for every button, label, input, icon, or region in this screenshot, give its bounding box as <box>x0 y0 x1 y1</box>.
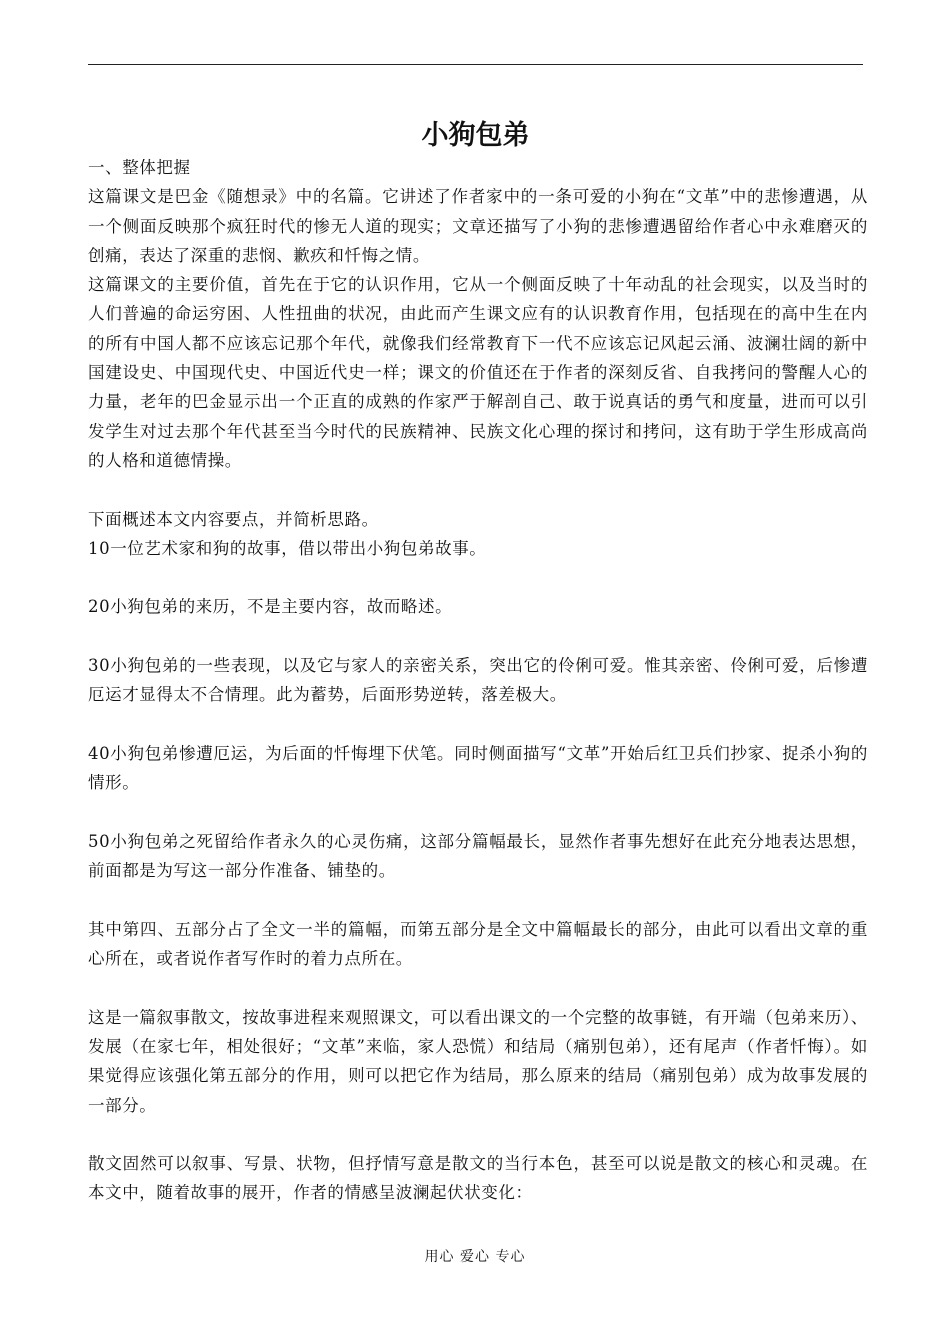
header-rule <box>88 64 863 65</box>
paragraph-value: 这篇课文的主要价值，首先在于它的认识作用，它从一个侧面反映了十年动乱的社会现实，以及当时的人们普遍的命运穷困、人性扭曲的状况，由此而产生课文应有的认识教育作用，包括现在的高中生在内的所有中国人都不应该忘记那个年代，就像我们经常教育下一代不应该忘记风起云涌、波澜壮阔的新中国建设史、中国现代史、中国近代史一样；课文的价值还在于作者的深刻反省、自我拷问的警醒人心的力量，老年的巴金显示出一个正直的成熟的作家严于解剖自己、敢于说真话的勇气和度量，进而可以引发学生对过去那个年代甚至当今时代的民族精神、民族文化心理的探讨和拷问，这有助于学生形成高尚的人格和道德情操。 <box>88 275 868 470</box>
section-heading: 一、整体把握 <box>88 158 191 177</box>
outline-point-2: 20小狗包弟的来历，不是主要内容，故而略述。 <box>88 597 453 617</box>
outline-point-4: 40小狗包弟惨遭厄运，为后面的忏悔埋下伏笔。同时侧面描写“文革”开始后红卫兵们抄家、捉杀小狗的情形。 <box>88 743 868 793</box>
paragraph-lyricism: 散文固然可以叙事、写景、状物，但抒情写意是散文的当行本色，甚至可以说是散文的核心和灵魂。在本文中，随着故事的展开，作者的情感呈波澜起伏状变化： <box>88 1154 868 1203</box>
paragraph-overview: 这篇课文是巴金《随想录》中的名篇。它讲述了作者家中的一条可爱的小狗在“文革”中的悲惨遭遇，从一个侧面反映那个疯狂时代的惨无人道的现实；文章还描写了小狗的悲惨遭遇留给作者心中永难磨灭的创痛，表达了深重的悲悯、歉疚和忏悔之情。 <box>88 187 868 265</box>
paragraph-narrative-structure: 这是一篇叙事散文，按故事进程来观照课文，可以看出课文的一个完整的故事链，有开端（包弟来历）、发展（在家七年，相处很好；“文革”来临，家人恐慌）和结局（痛别包弟），还有尾声（作者忏悔）。如果觉得应该强化第五部分的作用，则可以把它作为结局，那么原来的结局（痛别包弟）成为故事发展的一部分。 <box>88 1007 868 1115</box>
document-body <box>88 153 868 1208</box>
outline-point-1: 10一位艺术家和狗的故事，借以带出小狗包弟故事。 <box>88 538 487 558</box>
outline-point-5: 50小狗包弟之死留给作者永久的心灵伤痛，这部分篇幅最长，显然作者事先想好在此充分地表达思想，前面都是为写这一部分作准备、铺垫的。 <box>88 831 868 881</box>
paragraph-emphasis: 其中第四、五部分占了全文一半的篇幅，而第五部分是全文中篇幅最长的部分，由此可以看出文章的重心所在，或者说作者写作时的着力点所在。 <box>88 919 868 969</box>
outline-point-3: 30小狗包弟的一些表现，以及它与家人的亲密关系，突出它的伶俐可爱。惟其亲密、伶俐可爱，后惨遭厄运才显得太不合情理。此为蓄势，后面形势逆转，落差极大。 <box>88 656 868 705</box>
paragraph-outline-intro: 下面概述本文内容要点，并简析思路。 <box>88 509 379 529</box>
page-footer: 用心 爱心 专心 <box>424 1249 526 1265</box>
document-title: 小狗包弟 <box>421 120 530 151</box>
